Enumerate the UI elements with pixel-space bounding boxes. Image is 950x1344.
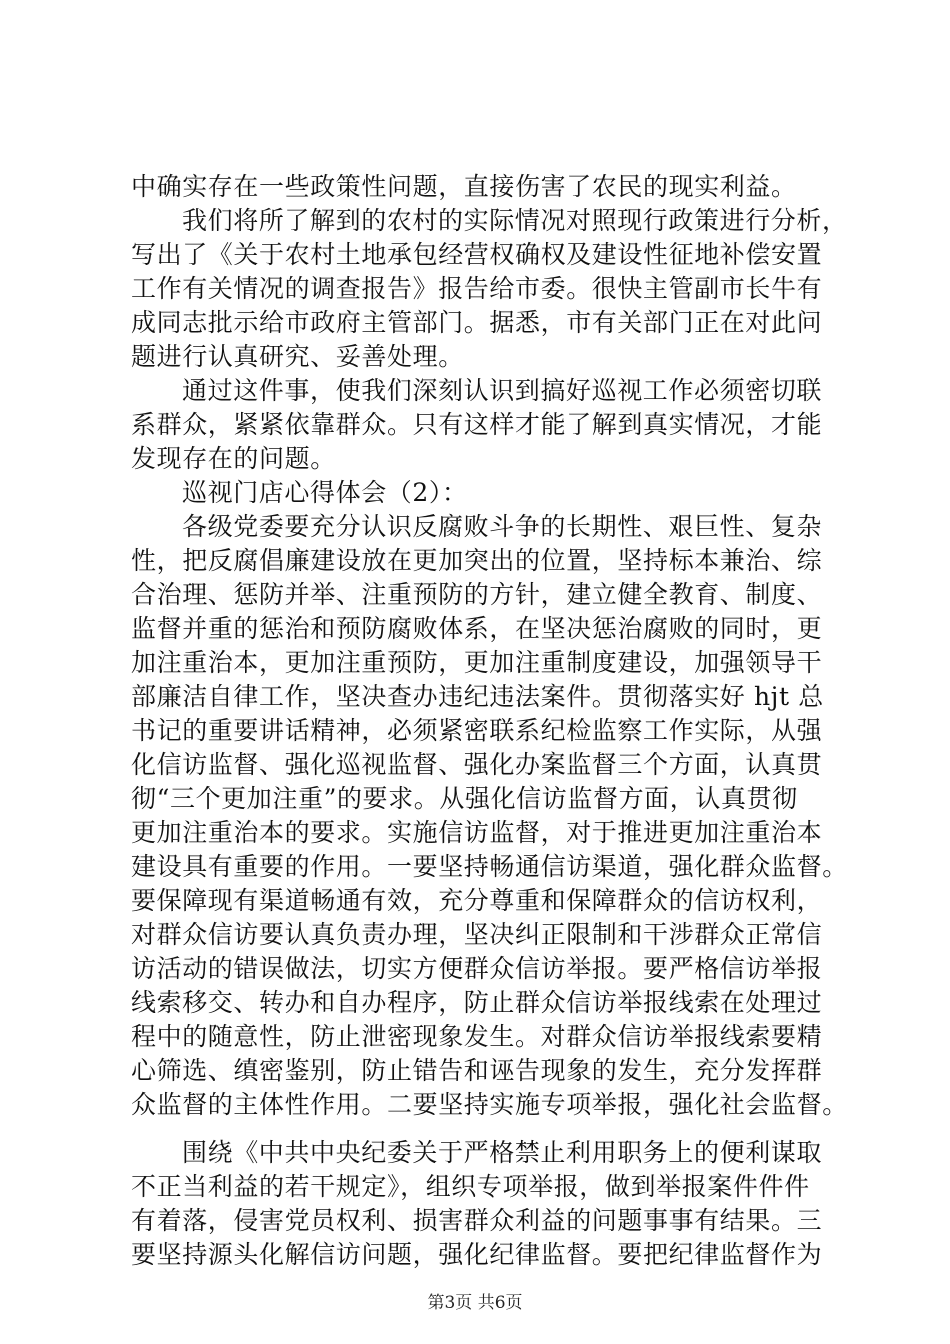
text-line: 题进行认真研究、妥善处理。 (131, 342, 464, 371)
text-line: 各级党委要充分认识反腐败斗争的长期性、艰巨性、复杂 (182, 512, 823, 541)
text-line: 众监督的主体性作用。二要坚持实施专项举报，强化社会监督。 (131, 1090, 848, 1119)
text-line: 写出了《关于农村土地承包经营权确权及建设性征地补偿安置 (131, 240, 823, 269)
text-line: 合治理、惩防并举、注重预防的方针，建立健全教育、制度、 (131, 580, 823, 609)
text-line: 对群众信访要认真负责办理，坚决纠正限制和干涉群众正常信 (131, 920, 823, 949)
text-line: 访活动的错误做法，切实方便群众信访举报。要严格信访举报 (131, 954, 823, 983)
text-line: 我们将所了解到的农村的实际情况对照现行政策进行分析， (182, 206, 848, 235)
text-line: 不正当利益的若干规定》，组织专项举报，做到举报案件件件 (131, 1172, 810, 1201)
text-line: 化信访监督、强化巡视监督、强化办案监督三个方面，认真贯 (131, 750, 823, 779)
text-line: 性，把反腐倡廉建设放在更加突出的位置，坚持标本兼治、综 (131, 546, 823, 575)
text-line: 监督并重的惩治和预防腐败体系，在坚决惩治腐败的同时，更 (131, 614, 823, 643)
text-line: 发现存在的问题。 (131, 444, 336, 473)
text-line: 部廉洁自律工作，坚决查办违纪违法案件。贯彻落实好 hjt 总 (131, 682, 824, 711)
text-line: 通过这件事，使我们深刻认识到搞好巡视工作必须密切联 (182, 376, 823, 405)
text-line: 加注重治本，更加注重预防，更加注重制度建设，加强领导干 (131, 648, 823, 677)
text-line: 工作有关情况的调查报告》报告给市委。很快主管副市长牛有 (131, 274, 823, 303)
page-number-footer: 第3页 共6页 (427, 1293, 523, 1313)
text-line: 心筛选、缜密鉴别，防止错告和诬告现象的发生，充分发挥群 (131, 1056, 823, 1085)
text-line: 要坚持源头化解信访问题，强化纪律监督。要把纪律监督作为 (131, 1240, 823, 1269)
text-line: 系群众，紧紧依靠群众。只有这样才能了解到真实情况，才能 (131, 410, 823, 439)
text-line: 要保障现有渠道畅通有效，充分尊重和保障群众的信访权利， (131, 886, 823, 915)
text-line: 线索移交、转办和自办程序，防止群众信访举报线索在处理过 (131, 988, 823, 1017)
text-line: 彻“三个更加注重”的要求。从强化信访监督方面，认真贯彻 (131, 784, 798, 813)
text-line: 程中的随意性，防止泄密现象发生。对群众信访举报线索要精 (131, 1022, 823, 1051)
text-line: 成同志批示给市政府主管部门。据悉，市有关部门正在对此问 (131, 308, 823, 337)
text-line: 更加注重治本的要求。实施信访监督，对于推进更加注重治本 (131, 818, 823, 847)
section-heading: 巡视门店心得体会（2）： (182, 478, 468, 507)
text-line: 中确实存在一些政策性问题，直接伤害了农民的现实利益。 (131, 172, 797, 201)
text-line: 围绕《中共中央纪委关于严格禁止利用职务上的便利谋取 (182, 1138, 823, 1167)
text-line: 建设具有重要的作用。一要坚持畅通信访渠道，强化群众监督。 (131, 852, 848, 881)
text-line: 有着落，侵害党员权利、损害群众利益的问题事事有结果。三 (131, 1206, 823, 1235)
text-line: 书记的重要讲话精神，必须紧密联系纪检监察工作实际，从强 (131, 716, 823, 745)
